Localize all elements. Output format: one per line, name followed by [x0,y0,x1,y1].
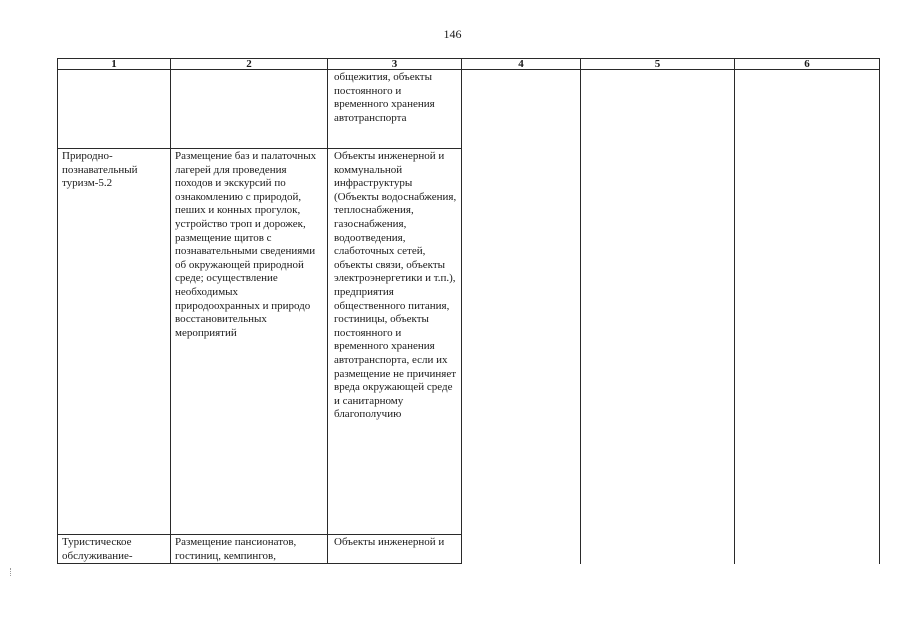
page-number: 146 [443,27,462,41]
cell-use-name: Природно-познавательный туризм-5.2 [58,149,171,535]
column-header-2: 2 [171,59,328,70]
table-row [58,70,880,149]
column-header-3: 3 [328,59,462,70]
cell-permitted-objects: Объекты инженерной и [328,535,462,564]
cell-use-description: Размещение пансионатов, гостиниц, кемпингов, [171,535,328,564]
cell-use-description: Размещение баз и палаточных лагерей для проведения походов и экскурсий по ознакомлению с природой, пеших и конных прогулок, устройство троп и дорожек, размещение щитов с познавательными сведениями об окружающей природной среде; осуществление необходимых природоохранных и природо восстановительных мероприятий [171,149,328,535]
cell-column-5 [581,70,735,564]
column-header-5: 5 [581,59,735,70]
cell-permitted-objects: Объекты инженерной и коммунальной инфраструктуры (Объекты водоснабжения, теплоснабжения, газоснабжения, водоотведения, слаботочных сетей, объекты связи, объекты электроэнергетики и т.п.), предприятия общественного питания, гостиницы, объекты постоянного и временного хранения автотранспорта, если их размещение не причиняет вреда окружающей среде и санитарному благополучию [328,149,462,535]
cell-use-name [58,70,171,149]
cell-permitted-objects: общежития, объекты постоянного и временного хранения автотранспорта [328,70,462,149]
cell-use-description [171,70,328,149]
cell-column-4 [462,70,581,564]
table-header-row [58,59,880,70]
column-header-6: 6 [735,59,880,70]
land-use-table [57,58,880,564]
cell-use-name: Туристическое обслуживание- [58,535,171,564]
scan-edge-mark [10,568,15,576]
column-header-1: 1 [58,59,171,70]
column-header-4: 4 [462,59,581,70]
cell-column-6 [735,70,880,564]
